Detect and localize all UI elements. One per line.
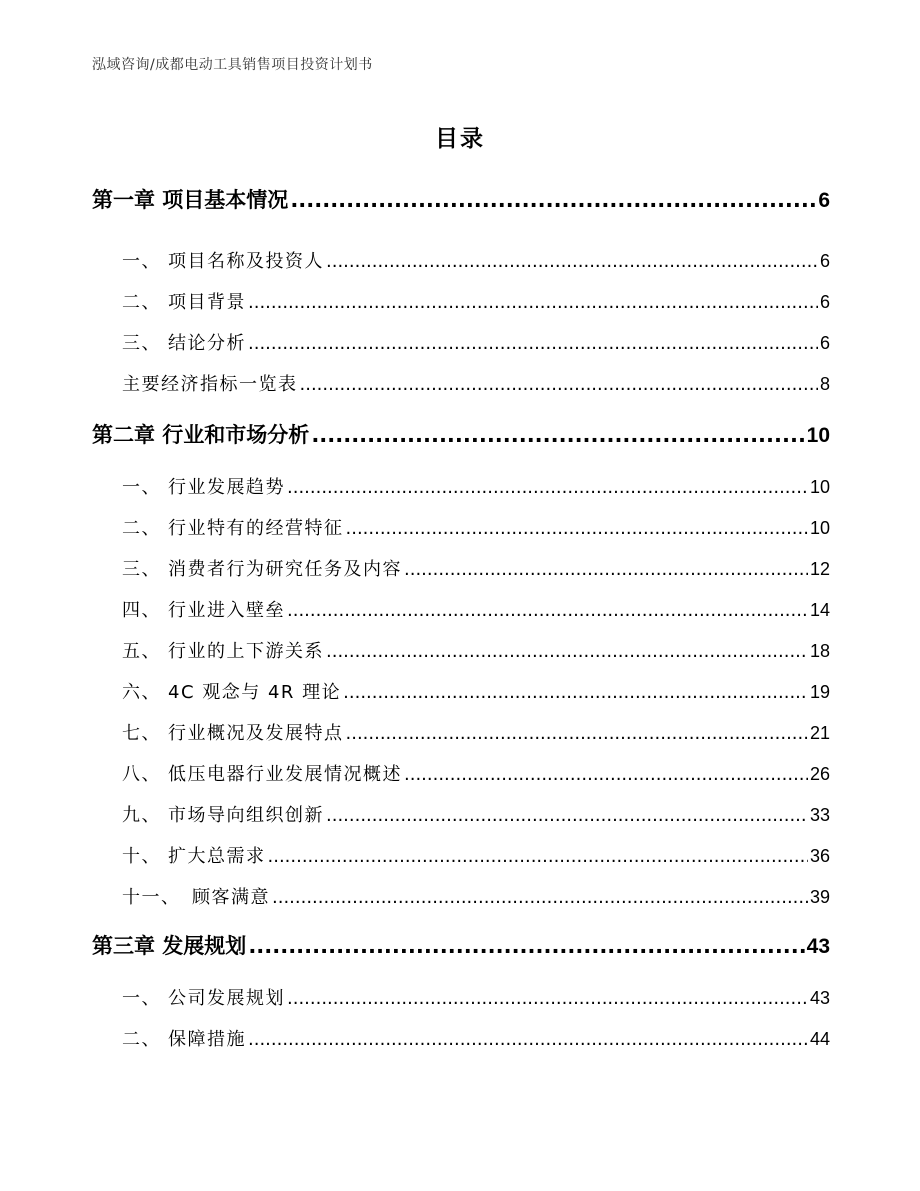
toc-entry-label: 主要经济指标一览表: [122, 374, 298, 395]
toc-entry-number: 一、: [122, 251, 161, 272]
toc-entry[interactable]: [122, 842, 830, 868]
toc-entry-label: [122, 329, 246, 355]
dot-leader: [404, 764, 808, 785]
toc-entry-text: 低压电器行业发展情况概述: [168, 764, 402, 785]
toc-page-number: 36: [809, 846, 830, 866]
toc-page-number: 8: [819, 374, 830, 394]
toc-entry-label: [122, 760, 402, 786]
toc-entry-text: 扩大总需求: [168, 846, 266, 867]
toc-chapter-1[interactable]: [92, 184, 830, 214]
toc-entry-number: 二、: [122, 1029, 161, 1050]
toc-page-number: 12: [809, 559, 830, 579]
dot-leader: [346, 723, 808, 744]
toc-entry-label: 第一章 项目基本情况: [92, 188, 289, 212]
toc-entry-label: 第三章 发展规划: [92, 934, 247, 958]
toc-entry[interactable]: [122, 760, 830, 786]
dot-leader: [287, 988, 808, 1009]
toc-entry[interactable]: [122, 1025, 830, 1051]
toc-entry-label: [122, 883, 270, 909]
dot-leader: [311, 423, 804, 447]
page-title: 目录: [435, 126, 485, 152]
toc-entry-label: [122, 1025, 246, 1051]
toc-entry-text: 行业进入壁垒: [168, 600, 285, 621]
toc-entry-label: [122, 596, 285, 622]
toc-entry-number: 一、: [122, 477, 161, 498]
dot-leader: [248, 1029, 808, 1050]
toc-entry-text: 市场导向组织创新: [168, 805, 324, 826]
toc-entry[interactable]: [122, 473, 830, 499]
dot-leader: [290, 188, 816, 212]
toc-entry-number: 十、: [122, 846, 161, 867]
dot-leader: [248, 333, 818, 354]
toc-entry-text: 顾客满意: [192, 887, 270, 908]
toc-chapter-3[interactable]: [92, 930, 830, 960]
toc-entry-text: 行业概况及发展特点: [168, 723, 344, 744]
toc-entry[interactable]: [122, 288, 830, 314]
dot-leader: [326, 805, 808, 826]
toc-entry-number: 六、: [122, 682, 161, 703]
toc-entry[interactable]: [122, 801, 830, 827]
toc-entry[interactable]: [122, 637, 830, 663]
toc-entry-text: 行业特有的经营特征: [168, 518, 344, 539]
toc-entry-text: 消费者行为研究任务及内容: [168, 559, 402, 580]
dot-leader: [300, 374, 818, 395]
toc-page-number: 6: [819, 251, 830, 271]
toc-page-number: 43: [806, 935, 830, 958]
toc-entry-number: 十一、: [122, 887, 181, 908]
toc-entry-label: [122, 473, 285, 499]
toc-entry-label: [122, 514, 344, 540]
toc-entry-label: [122, 555, 402, 581]
toc-entry-text: 4C 观念与 4R 理论: [168, 682, 342, 703]
toc-page-number: 33: [809, 805, 830, 825]
dot-leader: [346, 518, 808, 539]
toc-entry-number: 八、: [122, 764, 161, 785]
dot-leader: [326, 641, 808, 662]
toc-entry-text: 项目名称及投资人: [168, 251, 324, 272]
toc-entry-number: 七、: [122, 723, 161, 744]
toc-entry-text: 公司发展规划: [168, 988, 285, 1009]
toc-entry[interactable]: [122, 247, 830, 273]
toc-page-number: 39: [809, 887, 830, 907]
toc-entry-text: 行业的上下游关系: [168, 641, 324, 662]
toc-page-number: 43: [809, 988, 830, 1008]
toc-page-number: 21: [809, 723, 830, 743]
dot-leader: [248, 292, 818, 313]
dot-leader: [404, 559, 808, 580]
toc-entry-number: 一、: [122, 988, 161, 1009]
toc-entry[interactable]: [122, 514, 830, 540]
toc-entry-text: 项目背景: [168, 292, 246, 313]
toc-page-number: 26: [809, 764, 830, 784]
dot-leader: [326, 251, 818, 272]
toc-entry[interactable]: [122, 329, 830, 355]
toc-page-number: 14: [809, 600, 830, 620]
toc-entry-label: 第二章 行业和市场分析: [92, 423, 310, 447]
toc-entry-number: 四、: [122, 600, 161, 621]
toc-entry-number: 三、: [122, 333, 161, 354]
toc-page-number: 19: [809, 682, 830, 702]
toc-page-number: 6: [819, 292, 830, 312]
toc-entry[interactable]: [122, 984, 830, 1010]
dot-leader: [248, 934, 804, 958]
toc-page-number: 6: [819, 333, 830, 353]
toc-entry-label: [122, 247, 324, 273]
toc-entry-number: 九、: [122, 805, 161, 826]
toc-chapter-2[interactable]: [92, 419, 830, 449]
toc-entry[interactable]: [122, 883, 830, 909]
running-header: 泓域咨询/成都电动工具销售项目投资计划书: [92, 57, 373, 73]
toc-entry-number: 三、: [122, 559, 161, 580]
toc-entry-number: 五、: [122, 641, 161, 662]
toc-entry-text: 结论分析: [168, 333, 246, 354]
toc-page-number: 10: [809, 518, 830, 538]
toc-entry-label: [122, 842, 266, 868]
toc-entry-label: [122, 719, 344, 745]
toc-entry-label: [122, 801, 324, 827]
toc-page-number: 10: [806, 424, 830, 447]
toc-entry-number: 二、: [122, 292, 161, 313]
toc-entry-label: [122, 984, 285, 1010]
toc-page-number: 44: [809, 1029, 830, 1049]
toc-entry-text: 行业发展趋势: [168, 477, 285, 498]
toc-entry[interactable]: [122, 596, 830, 622]
toc-entry-number: 二、: [122, 518, 161, 539]
toc-entry[interactable]: [122, 555, 830, 581]
toc-entry[interactable]: [122, 719, 830, 745]
dot-leader: [268, 846, 808, 867]
toc-page-number: 6: [818, 189, 830, 212]
toc-page-number: 10: [809, 477, 830, 497]
toc-page-number: 18: [809, 641, 830, 661]
toc-entry[interactable]: [122, 678, 830, 704]
toc-entry-text: 保障措施: [168, 1029, 246, 1050]
toc-entry-label: [122, 637, 324, 663]
dot-leader: [272, 887, 808, 908]
toc-entry[interactable]: [122, 370, 830, 396]
dot-leader: [343, 682, 808, 703]
dot-leader: [287, 477, 808, 498]
toc-entry-label: [122, 678, 341, 704]
toc-entry-label: [122, 288, 246, 314]
dot-leader: [287, 600, 808, 621]
